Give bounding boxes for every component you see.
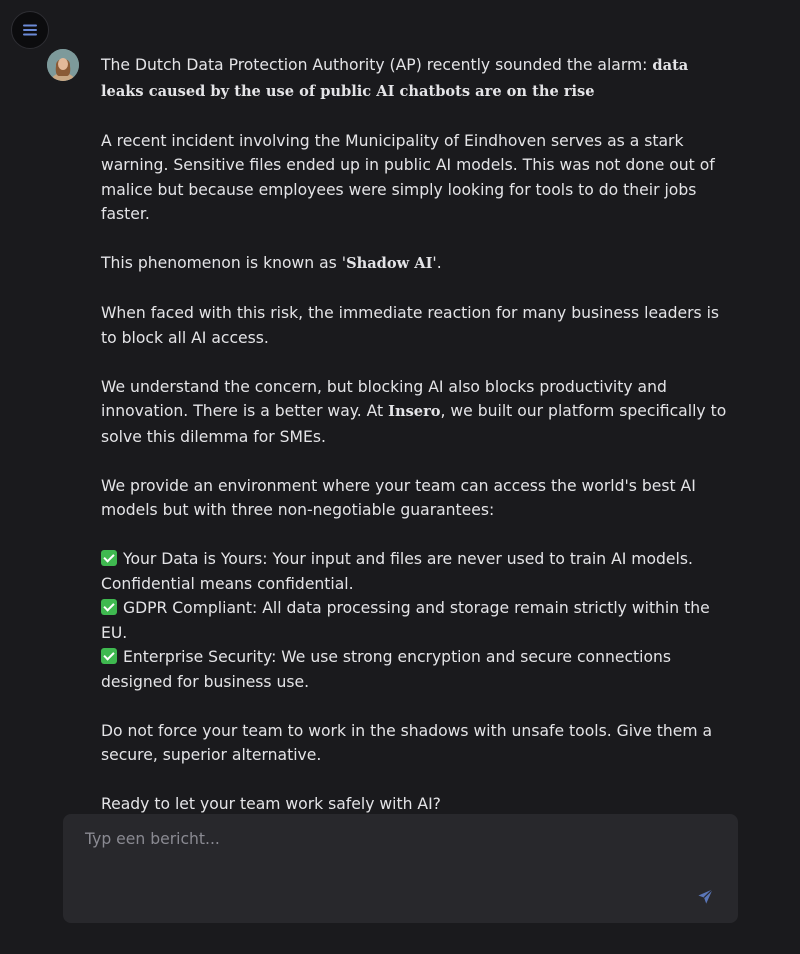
guarantees-list (101, 547, 731, 694)
message-input[interactable] (63, 814, 663, 923)
hamburger-menu-icon (23, 24, 37, 36)
alarm-highlight: data leaks caused by the use of public AI chatbots are on the rise (101, 57, 689, 100)
shadow-ai-term: Shadow AI (346, 255, 433, 272)
assistant-message (101, 53, 731, 867)
message-paragraph: Do not force your team to work in the shadows with unsafe tools. Give them a secure, superior alternative. (101, 721, 713, 764)
message-paragraph: We understand the concern, but blocking AI also blocks productivity and innovation. There is a better way. At Insero, we built our platform specifically to solve this dilemma for SMEs. (101, 377, 727, 446)
message-paragraph: Ready to let your team work safely with AI? (101, 795, 441, 813)
message-paragraph: We provide an environment where your team can access the world's best AI models but with three non-negotiable guarantees: (101, 476, 696, 519)
send-icon (697, 888, 714, 905)
message-paragraph: The Dutch Data Protection Authority (AP) recently sounded the alarm: data leaks caused by the use of public AI chatbots are on the rise (101, 56, 689, 100)
guarantee-item: GDPR Compliant: All data processing and storage remain strictly within the EU. (101, 599, 710, 642)
checkmark-icon (101, 550, 117, 566)
send-button[interactable] (694, 885, 716, 907)
avatar (47, 49, 79, 81)
brand-name: Insero (388, 403, 441, 420)
message-paragraph: When faced with this risk, the immediate reaction for many business leaders is to block all AI access. (101, 304, 720, 347)
guarantee-item: Your Data is Yours: Your input and files are never used to train AI models. Confidential means confidential. (101, 550, 693, 593)
checkmark-icon (101, 599, 117, 615)
message-paragraph: A recent incident involving the Municipality of Eindhoven serves as a stark warning. Sensitive files ended up in public AI models. This was not done out of malice but because employees were simply looking for tools to do their jobs faster. (101, 131, 715, 223)
guarantee-item: Enterprise Security: We use strong encryption and secure connections designed for business use. (101, 648, 672, 691)
menu-button[interactable] (11, 11, 49, 49)
checkmark-icon (101, 648, 117, 664)
message-paragraph: This phenomenon is known as 'Shadow AI'. (101, 254, 442, 272)
message-composer (63, 814, 738, 923)
